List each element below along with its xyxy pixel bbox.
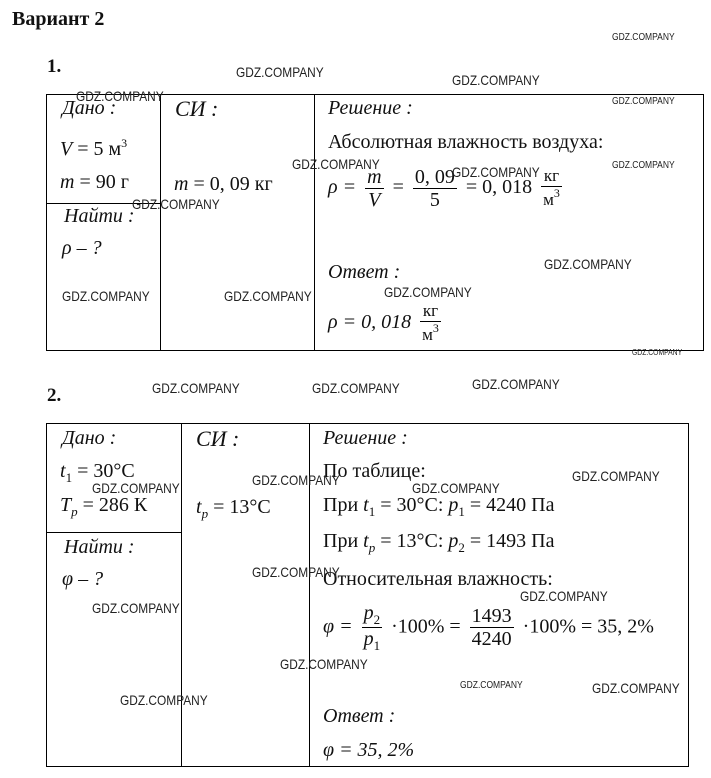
watermark: GDZ.COMPANY bbox=[612, 160, 675, 171]
task2-si-tp-var: t bbox=[196, 496, 202, 518]
variant-title: Вариант 2 bbox=[12, 8, 105, 30]
task1-eq-result: = 0, 018 bbox=[465, 176, 533, 199]
watermark: GDZ.COMPANY bbox=[292, 156, 380, 172]
task1-find-label: Найти : bbox=[64, 205, 135, 227]
task1-given-mass bbox=[60, 172, 129, 192]
task2-given-tp-value: = 286 К bbox=[82, 494, 148, 516]
task1-eq-unit-den: м bbox=[543, 190, 554, 209]
watermark: GDZ.COMPANY bbox=[152, 380, 240, 396]
watermark: GDZ.COMPANY bbox=[62, 288, 150, 304]
watermark: GDZ.COMPANY bbox=[612, 32, 675, 43]
task2-line2-p: p bbox=[448, 494, 459, 516]
task2-line2-pre: При bbox=[323, 494, 364, 516]
task1-eq-frac1 bbox=[365, 166, 383, 211]
task2-line2-end: = 4240 Па bbox=[464, 494, 555, 516]
task2-eq-frac1-num-wrap bbox=[362, 602, 383, 628]
watermark: GDZ.COMPANY bbox=[520, 588, 608, 604]
task2-solution-label: Решение : bbox=[323, 427, 408, 449]
task2-line2-tsub: 1 bbox=[368, 504, 376, 519]
task2-eq-frac2-den: 4240 bbox=[471, 628, 512, 651]
task1-answer-label: Ответ : bbox=[328, 261, 401, 283]
task1-answer-text: ρ = 0, 018 bbox=[328, 310, 412, 333]
task2-number: 2. bbox=[47, 385, 62, 406]
task2-answer-text: φ = 35, 2% bbox=[323, 739, 415, 761]
task2-given-tp bbox=[60, 495, 147, 518]
task1-find-rho: ρ – ? bbox=[62, 237, 102, 259]
task2-rel-line: Относительная влажность: bbox=[323, 568, 553, 590]
task2-answer-label: Ответ : bbox=[323, 705, 396, 727]
task2-eq-frac2 bbox=[470, 605, 514, 650]
task2-eq-end: ·100% = 35, 2% bbox=[522, 615, 654, 638]
task1-si-mass bbox=[174, 174, 273, 194]
watermark: GDZ.COMPANY bbox=[544, 256, 632, 272]
task2-line3-tsub: р bbox=[368, 540, 376, 555]
watermark: GDZ.COMPANY bbox=[612, 96, 675, 107]
task1-eq-unit bbox=[541, 167, 562, 209]
watermark: GDZ.COMPANY bbox=[452, 72, 540, 88]
task2-given-t1-var: t bbox=[60, 460, 66, 482]
task1-eq-rho: ρ = bbox=[328, 176, 357, 199]
task2-line3-pre: При bbox=[323, 530, 364, 552]
task1-given-v-var: V bbox=[60, 138, 73, 160]
task1-answer-unit-den-wrap bbox=[420, 322, 441, 345]
task1-eq-unit-den-wrap bbox=[541, 187, 562, 210]
task1-answer-unit bbox=[420, 302, 441, 344]
task2-eq-frac1-num-sub: 2 bbox=[373, 612, 381, 627]
task1-eq-eq1: = bbox=[392, 176, 404, 199]
task1-solution-label: Решение : bbox=[328, 97, 413, 119]
task2-eq-frac1-den: p bbox=[363, 628, 374, 651]
watermark: GDZ.COMPANY bbox=[92, 600, 180, 616]
watermark: GDZ.COMPANY bbox=[460, 680, 523, 691]
task2-given-divider bbox=[46, 532, 181, 533]
watermark: GDZ.COMPANY bbox=[412, 480, 500, 496]
task1-divider-2 bbox=[314, 94, 315, 351]
task2-eq-frac1-den-wrap bbox=[362, 628, 383, 653]
watermark: GDZ.COMPANY bbox=[252, 472, 340, 488]
task1-eq-frac2-num: 0, 09 bbox=[414, 166, 455, 188]
task1-answer-unit-den: м bbox=[422, 324, 433, 344]
task2-line3-t: t bbox=[363, 530, 369, 552]
watermark: GDZ.COMPANY bbox=[280, 656, 368, 672]
task2-si-label: СИ : bbox=[196, 426, 240, 451]
task1-eq-frac2 bbox=[413, 166, 457, 211]
task2-eq-phi: φ = bbox=[323, 615, 353, 638]
task2-line2-mid: = 30°C: bbox=[375, 494, 449, 516]
watermark: GDZ.COMPANY bbox=[132, 196, 220, 212]
task2-line3-psub: 2 bbox=[458, 540, 465, 555]
task2-eq-frac1-num: p bbox=[363, 602, 374, 624]
task1-si-label: СИ : bbox=[175, 96, 219, 121]
task1-si-m-var: m bbox=[174, 173, 189, 195]
task2-si-tp-sub: р bbox=[201, 506, 209, 521]
task1-eq-frac1-num: m bbox=[367, 166, 382, 188]
watermark: GDZ.COMPANY bbox=[592, 680, 680, 696]
task2-line2-t: t bbox=[363, 494, 369, 516]
watermark: GDZ.COMPANY bbox=[384, 284, 472, 300]
task2-divider-1 bbox=[181, 423, 182, 767]
task2-line2-psub: 1 bbox=[458, 504, 465, 519]
task1-si-m-value: = 0, 09 кг bbox=[193, 173, 273, 195]
task2-si-tp-value: = 13°C bbox=[213, 496, 271, 518]
task2-line3 bbox=[323, 531, 555, 554]
task2-eq-frac1 bbox=[362, 602, 383, 654]
task2-find-label: Найти : bbox=[64, 536, 135, 558]
task1-given-v-exp: 3 bbox=[121, 136, 128, 150]
task1-divider-1 bbox=[160, 94, 161, 351]
watermark: GDZ.COMPANY bbox=[224, 288, 312, 304]
task2-table-line: По таблице: bbox=[323, 460, 426, 482]
task2-line2 bbox=[323, 495, 555, 518]
task2-si-tp bbox=[196, 497, 271, 520]
watermark: GDZ.COMPANY bbox=[120, 692, 208, 708]
task1-answer-unit-num: кг bbox=[420, 302, 441, 322]
watermark: GDZ.COMPANY bbox=[236, 64, 324, 80]
task1-given-m-var: m bbox=[60, 171, 75, 193]
watermark: GDZ.COMPANY bbox=[312, 380, 400, 396]
task1-given-volume bbox=[60, 137, 127, 159]
task2-find-phi: φ – ? bbox=[62, 568, 104, 590]
task2-given-t1-value: = 30°C bbox=[77, 460, 135, 482]
task1-given-label: Дано : bbox=[62, 97, 117, 119]
task2-given-t1-sub: 1 bbox=[65, 470, 73, 485]
task2-given-tp-sub: р bbox=[71, 504, 78, 519]
task1-eq-frac2-den: 5 bbox=[429, 189, 440, 211]
task2-eq-mid: ·100% = bbox=[391, 615, 461, 638]
task2-eq-frac2-num: 1493 bbox=[471, 605, 512, 628]
watermark: GDZ.COMPANY bbox=[632, 348, 683, 357]
task1-eq-unit-exp: 3 bbox=[553, 186, 560, 200]
task2-equation bbox=[323, 602, 654, 654]
task1-eq-frac1-den: V bbox=[368, 189, 381, 211]
task1-eq-unit-num: кг bbox=[541, 167, 562, 187]
task2-line3-p: p bbox=[448, 530, 459, 552]
watermark: GDZ.COMPANY bbox=[92, 480, 180, 496]
task2-given-label: Дано : bbox=[62, 427, 117, 449]
watermark: GDZ.COMPANY bbox=[572, 468, 660, 484]
task2-line3-mid: = 13°C: bbox=[375, 530, 449, 552]
task1-given-m-value: = 90 г bbox=[79, 171, 129, 193]
task1-answer bbox=[328, 302, 445, 344]
task2-line3-end: = 1493 Па bbox=[464, 530, 555, 552]
watermark: GDZ.COMPANY bbox=[472, 376, 560, 392]
watermark: GDZ.COMPANY bbox=[76, 88, 164, 104]
task2-given-tp-var: T bbox=[60, 494, 72, 516]
watermark: GDZ.COMPANY bbox=[252, 564, 340, 580]
task1-answer-unit-exp: 3 bbox=[432, 320, 439, 335]
task1-solution-line1: Абсолютная влажность воздуха: bbox=[328, 131, 604, 153]
task1-number: 1. bbox=[47, 56, 62, 77]
watermark: GDZ.COMPANY bbox=[452, 164, 540, 180]
task1-given-v-value: = 5 м bbox=[77, 138, 122, 160]
task2-eq-frac1-den-sub: 1 bbox=[373, 638, 381, 654]
